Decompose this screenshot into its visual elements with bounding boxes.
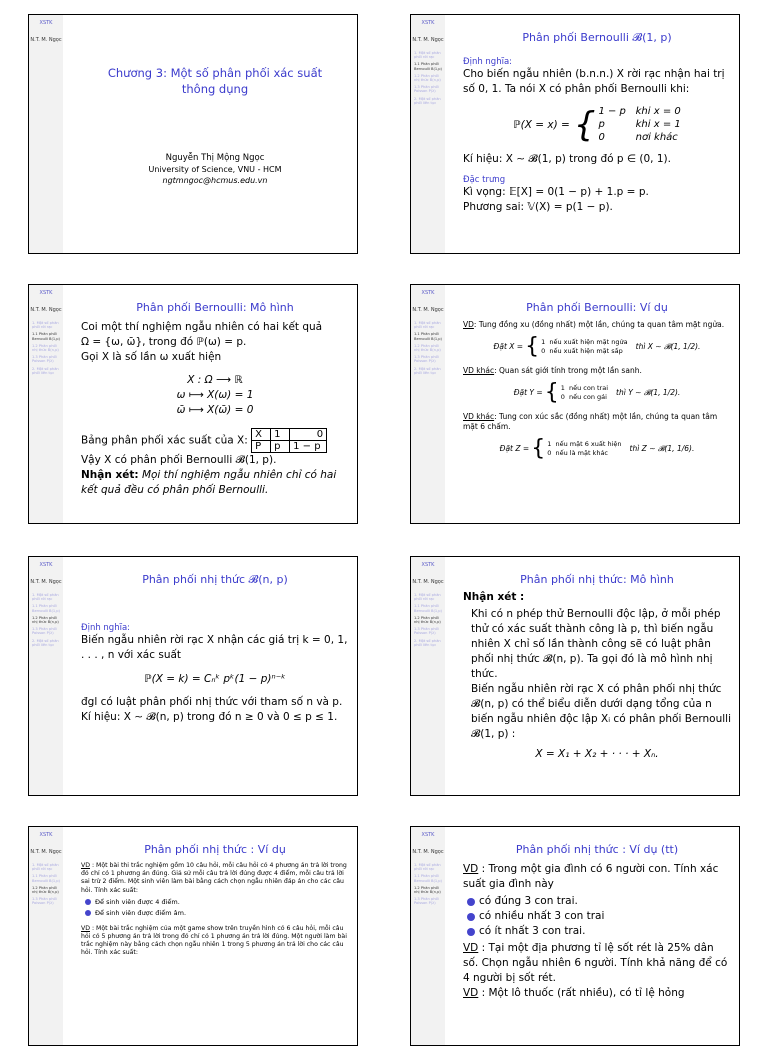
sidebar-logo: XSTK — [421, 290, 435, 296]
formula-lhs: Đặt Y = — [513, 388, 543, 397]
slide-content — [463, 837, 731, 1039]
example-label: VD — [81, 924, 90, 932]
slide-content — [81, 65, 349, 247]
mapping-line: X : Ω ⟶ ℝ — [187, 374, 243, 386]
conclusion-text: Vậy X có phân phối Bernoulli 𝓑(1, p). — [81, 454, 277, 466]
case-condition: nếu là mặt khác — [555, 449, 608, 457]
definition-text: Cho biến ngẫu nhiên (b.n.n.) X rời rạc nhận hai trị số 0, 1. Ta nói X có phân phối Bernoulli khi: — [463, 68, 725, 95]
sidebar-logo: XSTK — [421, 562, 435, 568]
slide-8-binomial-example-cont — [410, 826, 740, 1046]
slide-5-binomial-def — [28, 556, 358, 796]
bernoulli-pmf — [463, 105, 731, 144]
sidebar-nav-item[interactable]: 1.3 Phân phối Poisson P(λ) — [32, 627, 57, 636]
sidebar-nav-item[interactable]: 1. Một số phân phối rời rạc — [414, 51, 441, 60]
distribution-table-row — [81, 428, 349, 453]
sidebar-author: N.T. M. Ngọc — [30, 849, 62, 855]
slide-2-bernoulli-def — [410, 14, 740, 254]
definition-label: Định nghĩa: — [81, 623, 131, 633]
sidebar-logo: XSTK — [39, 20, 53, 26]
example-body: : Một lô thuốc (rất nhiều), có tỉ lệ hỏng — [481, 987, 685, 999]
sidebar-nav-item[interactable]: 1.3 Phân phối Poisson P(λ) — [414, 85, 439, 94]
sidebar-nav-item[interactable]: 1.3 Phân phối Poisson P(λ) — [32, 355, 57, 364]
left-brace: { — [573, 104, 596, 145]
case-condition: nếu xuất hiện mặt sấp — [549, 347, 623, 355]
example-label: VD — [463, 320, 474, 329]
author-name: Nguyễn Thị Mộng Ngọc — [165, 153, 265, 163]
example-text — [463, 862, 731, 892]
sidebar-nav-item[interactable]: 1.2 Phân phối nhị thức B(n,p) — [414, 885, 441, 895]
remark-label: Nhận xét : — [463, 591, 525, 603]
case-value: 1 — [547, 440, 552, 448]
list-item-text: có ít nhất 3 con trai. — [479, 925, 586, 937]
list-item-text: Để sinh viên được 4 điểm. — [95, 897, 180, 906]
slide-title: Phân phối Bernoulli: Mô hình — [136, 301, 294, 314]
sidebar-nav-item[interactable]: 1.3 Phân phối Poisson P(λ) — [414, 355, 439, 364]
sidebar-nav-item[interactable]: 1. Một số phân phối rời rạc — [32, 863, 59, 872]
question-list — [81, 897, 349, 919]
case-condition: khi x = 1 — [635, 119, 681, 130]
example-body: : Một bài thi trắc nghiệm gồm 10 câu hỏi, mỗi câu hỏi có 4 phương án trả lời trong đó chỉ có 1 phương án đúng. Giả sử mỗi câu trả lời đúng được 4 điểm, mỗi câu trả lời sai trừ 2 điểm. Một sinh viên làm bài bằng cách chọn ngẫu nhiên đáp án cho các câu hỏi. Tính xác suất: — [81, 862, 347, 894]
table-label: Bảng phân phối xác suất của X: — [81, 434, 248, 447]
formula-result: thì Y ∼ 𝓑(1, 1/2). — [616, 388, 681, 397]
table-row — [252, 441, 327, 453]
notation-text: Kí hiệu: X ∼ 𝓑(1, p) trong đó p ∈ (0, 1). — [463, 153, 671, 165]
formula-result: thì X ∼ 𝓑(1, 1/2). — [635, 342, 701, 351]
slide-content — [81, 837, 349, 1039]
slide-title: Phân phối nhị thức 𝓑(n, p) — [142, 573, 288, 586]
remark-text: Mọi thí nghiệm ngẫu nhiên chỉ có hai kết quả đều có phân phối Bernoulli. — [81, 469, 337, 496]
example-text — [463, 366, 731, 376]
example-text — [81, 862, 349, 895]
slide-content — [463, 567, 731, 789]
example-text — [81, 925, 349, 958]
sidebar-author: N.T. M. Ngọc — [30, 307, 62, 313]
sidebar-nav-item[interactable]: 1. Một số phân phối rời rạc — [414, 593, 441, 602]
slide-sidebar — [411, 285, 445, 523]
slide-sidebar — [411, 15, 445, 253]
text-line: Gọi X là số lần ω xuất hiện — [81, 351, 222, 363]
remark-list — [471, 607, 731, 742]
sidebar-nav — [411, 51, 445, 105]
sidebar-nav — [411, 321, 445, 375]
sidebar-nav — [411, 863, 445, 906]
sidebar-nav-item[interactable]: 2. Một số phân phối liên tục — [414, 638, 441, 647]
example-label: VD — [463, 863, 479, 875]
list-item — [81, 897, 349, 908]
sidebar-logo: XSTK — [39, 562, 53, 568]
sidebar-nav-item[interactable]: 1.2 Phân phối nhị thức B(n,p) — [414, 343, 441, 353]
case-value: p — [598, 119, 605, 130]
pmf-lhs: ℙ(X = x) = — [513, 118, 570, 131]
example-body: : Tại một địa phương tỉ lệ sốt rét là 25% dân số. Chọn ngẫu nhiên 6 người. Tính khả năng để có 4 người bị sốt rét. — [463, 942, 728, 984]
example-text — [463, 941, 731, 986]
variance-text: Phương sai: 𝕍(X) = p(1 − p). — [463, 201, 613, 213]
slide-title: Phân phối Bernoulli 𝓑(1, p) — [522, 31, 672, 44]
sidebar-author: N.T. M. Ngọc — [412, 849, 444, 855]
sidebar-nav-item[interactable]: 1.2 Phân phối nhị thức B(n,p) — [414, 73, 441, 83]
bullet-icon — [85, 910, 91, 916]
sidebar-nav — [29, 593, 63, 647]
example-formula — [463, 380, 731, 405]
binomial-pmf: ℙ(X = k) = Cₙᵏ pᵏ(1 − p)ⁿ⁻ᵏ — [144, 673, 286, 685]
case-condition: nếu xuất hiện mặt ngửa — [549, 338, 628, 346]
list-item — [463, 924, 731, 939]
formula-cases — [541, 338, 628, 356]
sidebar-nav-item[interactable]: 1.3 Phân phối Poisson P(λ) — [414, 897, 439, 906]
case-condition: khi x = 0 — [635, 106, 681, 117]
sidebar-nav-item[interactable]: 1.1 Phân phối Bernoulli B(1,p) — [414, 604, 442, 613]
sidebar-nav-item[interactable]: 1.2 Phân phối nhị thức B(n,p) — [32, 885, 59, 895]
bullet-icon — [85, 899, 91, 905]
list-item — [463, 894, 731, 909]
table-cell: 1 — [271, 429, 290, 441]
pmf-cases — [598, 105, 680, 144]
author-email: ngtmngoc@hcmus.edu.vn — [162, 176, 268, 185]
sidebar-nav-item[interactable]: 1.1 Phân phối Bernoulli B(1,p) — [414, 62, 442, 71]
sidebar-nav-item[interactable]: 1.3 Phân phối Poisson P(λ) — [32, 897, 57, 906]
formula-lhs: Đặt X = — [493, 342, 524, 351]
table-cell: P — [252, 441, 271, 453]
bullet-icon — [467, 928, 475, 936]
example-body: : Tung con xúc sắc (đồng nhất) một lần, chúng ta quan tâm mặt 6 chấm. — [463, 412, 718, 431]
example-body: : Tung đồng xu (đồng nhất) một lần, chúng ta quan tâm mặt ngửa. — [473, 320, 725, 329]
bullet-icon — [467, 913, 475, 921]
mapping-line: ω̄ ⟼ X(ω̄) = 0 — [176, 404, 254, 416]
sidebar-logo: XSTK — [421, 832, 435, 838]
example-formula — [463, 334, 731, 359]
sidebar-nav — [29, 863, 63, 906]
sidebar-nav-item[interactable]: 1.1 Phân phối Bernoulli B(1,p) — [32, 874, 60, 883]
sidebar-nav-item[interactable]: 1.2 Phân phối nhị thức B(n,p) — [32, 615, 59, 625]
example-body: : Trong một gia đình có 6 người con. Tính xác suất gia đình này — [463, 863, 719, 890]
case-condition: nếu con gái — [568, 393, 607, 401]
definition-continuation: đgl có luật phân phối nhị thức với tham số n và p. Kí hiệu: X ∼ 𝓑(n, p) trong đó n ≥ 0 và 0 ≤ p ≤ 1. — [81, 696, 343, 723]
list-item — [81, 908, 349, 919]
example-text — [463, 320, 731, 330]
list-item-text: có nhiều nhất 3 con trai — [479, 910, 605, 922]
bullet-icon — [467, 898, 475, 906]
distribution-table — [251, 428, 327, 453]
formula-cases — [547, 440, 621, 458]
sidebar-nav-item[interactable]: 2. Một số phân phối liên tục — [414, 366, 441, 375]
affiliation: University of Science, VNU - HCM — [148, 165, 282, 174]
sidebar-nav-item[interactable]: 1.2 Phân phối nhị thức B(n,p) — [414, 615, 441, 625]
slide-sidebar — [411, 827, 445, 1045]
left-brace: { — [525, 334, 540, 359]
formula-lhs: Đặt Z = — [499, 444, 530, 453]
sidebar-nav-item[interactable]: 1.2 Phân phối nhị thức B(n,p) — [32, 343, 59, 353]
sidebar-logo: XSTK — [421, 20, 435, 26]
text-line: Ω = {ω, ω̄}, trong đó ℙ(ω) = p. — [81, 336, 247, 348]
slide-3-bernoulli-model — [28, 284, 358, 524]
sidebar-logo: XSTK — [39, 832, 53, 838]
table-cell: 1 − p — [290, 441, 327, 453]
sidebar-author: N.T. M. Ngọc — [30, 579, 62, 585]
slide-content — [463, 25, 731, 247]
slide-6-binomial-model — [410, 556, 740, 796]
question-list — [463, 894, 731, 939]
case-condition: nếu con trai — [568, 384, 609, 392]
case-value: 1 — [541, 338, 546, 346]
sidebar-author: N.T. M. Ngọc — [412, 579, 444, 585]
sidebar-nav-item[interactable]: 1.1 Phân phối Bernoulli B(1,p) — [414, 874, 442, 883]
example-label: VD — [463, 942, 479, 954]
example-label: VD khác — [463, 366, 495, 375]
sidebar-nav-item[interactable]: 1.3 Phân phối Poisson P(λ) — [414, 627, 439, 636]
sidebar-nav-item[interactable]: 2. Một số phân phối liên tục — [32, 638, 59, 647]
sidebar-logo: XSTK — [39, 290, 53, 296]
example-label: VD khác — [463, 412, 495, 421]
definition-label: Định nghĩa: — [463, 57, 513, 67]
case-condition: nếu mặt 6 xuất hiện — [555, 440, 622, 448]
example-text — [463, 986, 731, 1001]
sum-formula: X = X₁ + X₂ + · · · + Xₙ. — [535, 748, 659, 760]
example-label: VD — [463, 987, 479, 999]
mapping-block — [81, 373, 349, 418]
left-brace: { — [544, 380, 559, 405]
sidebar-nav-item[interactable]: 1.1 Phân phối Bernoulli B(1,p) — [32, 604, 60, 613]
slide-7-binomial-example — [28, 826, 358, 1046]
sidebar-nav-item[interactable]: 1. Một số phân phối rời rạc — [414, 321, 441, 330]
table-cell: 0 — [290, 429, 327, 441]
slide-content — [81, 567, 349, 789]
case-value: 0 — [560, 393, 565, 401]
sidebar-author: N.T. M. Ngọc — [412, 307, 444, 313]
slide-sidebar — [411, 557, 445, 795]
case-value: 1 — [560, 384, 565, 392]
sidebar-nav-item[interactable]: 1.1 Phân phối Bernoulli B(1,p) — [32, 332, 60, 341]
example-body: : Một bài trắc nghiệm của một game show trên truyền hình có 6 câu hỏi, mỗi câu hỏi có 5 phương án trả lời trong đó chỉ có 1 phương án trả lời đúng. Một người làm bài trắc nghiệm này bằng cách chọn ngẫu nhiên 1 trong 5 phương án trả lời cho các câu hỏi. Tính xác suất: — [81, 924, 347, 957]
sidebar-nav-item[interactable]: 2. Một số phân phối liên tục — [414, 96, 441, 105]
slide-sidebar — [29, 15, 63, 253]
sidebar-nav-item[interactable]: 2. Một số phân phối liên tục — [32, 366, 59, 375]
list-item: • Biến ngẫu nhiên rời rạc X có phân phối nhị thức 𝓑(n, p) có thể biểu diễn dưới dạng tổng của n biến ngẫu nhiên độc lập Xᵢ có phân phối Bernoulli 𝓑(1, p) : — [471, 682, 731, 742]
list-item-text: có đúng 3 con trai. — [479, 895, 578, 907]
slide-4-bernoulli-examples — [410, 284, 740, 524]
sidebar-nav-item[interactable]: 1. Một số phân phối rời rạc — [414, 863, 441, 872]
characteristics-label: Đặc trưng — [463, 175, 506, 185]
list-item: • Khi có n phép thử Bernoulli độc lập, ở mỗi phép thử có xác suất thành công là p, thì biến ngẫu nhiên X chỉ số lần thành công sẽ có luật phân phối nhị thức 𝓑(n, p). Ta gọi đó là mô hình nhị thức. — [471, 607, 731, 682]
slide-sidebar — [29, 827, 63, 1045]
mean-text: Kì vọng: 𝔼[X] = 0(1 − p) + 1.p = p. — [463, 186, 649, 198]
case-condition: nơi khác — [635, 132, 678, 143]
sidebar-author: N.T. M. Ngọc — [30, 37, 62, 43]
mapping-line: ω ⟼ X(ω) = 1 — [176, 389, 254, 401]
slide-content — [81, 295, 349, 517]
case-value: 0 — [598, 132, 605, 143]
sidebar-nav — [29, 321, 63, 375]
slide-sidebar — [29, 557, 63, 795]
sidebar-author: N.T. M. Ngọc — [412, 37, 444, 43]
table-cell: p — [271, 441, 290, 453]
case-value: 1 − p — [598, 106, 626, 117]
case-value: 0 — [541, 347, 546, 355]
left-brace: { — [531, 436, 546, 461]
chapter-title: Chương 3: Một số phân phối xác suất thông dụng — [107, 66, 323, 96]
definition-text: Biến ngẫu nhiên rời rạc X nhận các giá trị k = 0, 1, . . . , n với xác suất — [81, 634, 348, 661]
slide-content — [463, 295, 731, 517]
example-body: : Quan sát giới tính trong một lần sanh. — [494, 366, 642, 375]
slide-sidebar — [29, 285, 63, 523]
table-cell: X — [252, 429, 271, 441]
sidebar-nav-item[interactable]: 1. Một số phân phối rời rạc — [32, 593, 59, 602]
list-item-text: Để sinh viên được điểm âm. — [95, 908, 187, 917]
formula-result: thì Z ∼ 𝓑(1, 1/6). — [629, 444, 695, 453]
remark-paragraph — [81, 468, 349, 498]
formula-cases — [561, 384, 608, 402]
slide-title: Phân phối nhị thức: Mô hình — [520, 573, 674, 586]
slide-title: Phân phối nhị thức : Ví dụ — [144, 843, 286, 856]
sidebar-nav-item[interactable]: 1. Một số phân phối rời rạc — [32, 321, 59, 330]
remark-label: Nhận xét: — [81, 469, 139, 481]
case-value: 0 — [547, 449, 552, 457]
slide-title: Phân phối nhị thức : Ví dụ (tt) — [515, 843, 679, 856]
example-label: VD — [81, 862, 90, 869]
slide-1-title — [28, 14, 358, 254]
sidebar-nav — [411, 593, 445, 647]
example-formula — [463, 436, 731, 461]
text-line: Coi một thí nghiệm ngẫu nhiên có hai kết quả — [81, 321, 323, 333]
list-item — [463, 909, 731, 924]
sidebar-nav-item[interactable]: 1.1 Phân phối Bernoulli B(1,p) — [414, 332, 442, 341]
table-row — [252, 429, 327, 441]
example-text — [463, 412, 731, 432]
slide-title: Phân phối Bernoulli: Ví dụ — [526, 301, 668, 314]
